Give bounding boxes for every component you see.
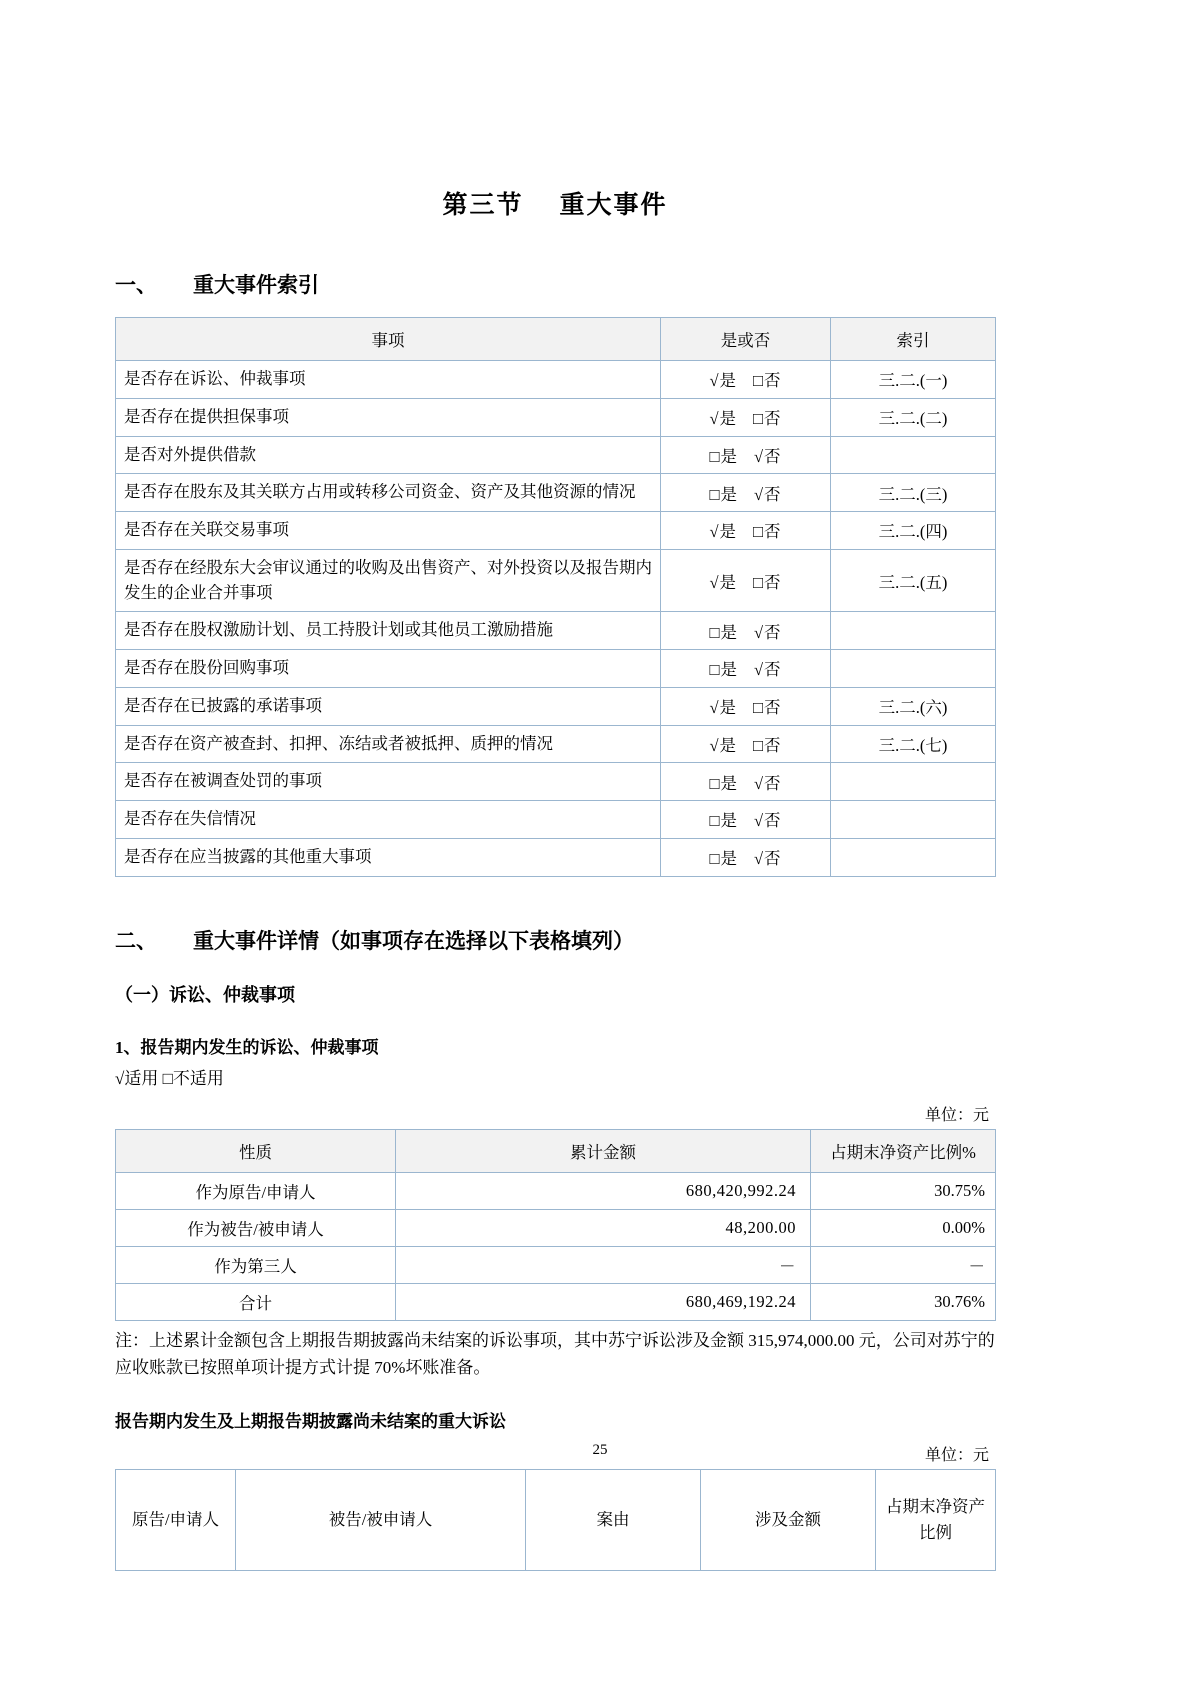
- event-item-label: 是否存在经股东大会审议通过的收购及出售资产、对外投资以及报告期内发生的企业合并事项: [116, 549, 661, 612]
- heading-detail-number: 二、: [115, 928, 157, 953]
- unit-label-detail: 单位：元: [924, 1447, 989, 1465]
- checkbox-no[interactable]: □否: [753, 522, 782, 542]
- table-row: [116, 1283, 996, 1320]
- page-title: [115, 0, 995, 221]
- applicability-checkboxes[interactable]: √适用 □不适用: [115, 1068, 224, 1088]
- litigation-nature: 合计: [116, 1283, 396, 1320]
- event-item-label: 是否存在失信情况: [116, 801, 661, 839]
- table-header-row: [116, 1470, 996, 1571]
- checkbox-yes[interactable]: □是: [709, 622, 738, 642]
- checkbox-yes[interactable]: √是: [709, 572, 738, 592]
- checkbox-no[interactable]: √否: [753, 811, 782, 831]
- litigation-nature: 作为被告/被申请人: [116, 1209, 396, 1246]
- checkbox-no[interactable]: √否: [753, 484, 782, 504]
- checkbox-yes[interactable]: √是: [709, 735, 738, 755]
- checkbox-no[interactable]: □否: [753, 735, 782, 755]
- table-row: [116, 763, 996, 801]
- litigation-amount: －: [396, 1246, 811, 1283]
- event-item-label: 是否存在被调查处罚的事项: [116, 763, 661, 801]
- event-item-label: 是否存在提供担保事项: [116, 398, 661, 436]
- event-yesno-cell: [661, 650, 831, 688]
- event-item-label: 是否存在应当披露的其他重大事项: [116, 838, 661, 876]
- event-index-ref: 三.二.(七): [831, 725, 996, 763]
- event-yesno-cell: [661, 838, 831, 876]
- page-number: 25: [592, 1442, 608, 1458]
- event-yesno-cell: [661, 361, 831, 399]
- event-index-ref: 三.二.(六): [831, 687, 996, 725]
- column-header-cause: 案由: [526, 1470, 701, 1571]
- checkbox-yes[interactable]: □是: [709, 849, 738, 869]
- section-title-prefix: 第三节: [442, 192, 524, 219]
- table-row: [116, 725, 996, 763]
- litigation-amount: 680,469,192.24: [396, 1283, 811, 1320]
- section-title-main: 重大事件: [559, 192, 668, 219]
- event-index-ref: [831, 650, 996, 688]
- unit-label-summary: 单位：元: [924, 1106, 989, 1124]
- column-header-yesno: 是或否: [661, 318, 831, 361]
- heading-major-events-detail: [115, 925, 995, 955]
- litigation-ratio: 0.00%: [811, 1209, 996, 1246]
- column-header-nature: 性质: [116, 1129, 396, 1172]
- checkbox-no[interactable]: □否: [753, 698, 782, 718]
- column-header-amount: 涉及金额: [701, 1470, 876, 1571]
- page-content: [115, 0, 995, 1571]
- table-row: [116, 1209, 996, 1246]
- event-yesno-cell: [661, 436, 831, 474]
- litigation-nature: 作为第三人: [116, 1246, 396, 1283]
- major-litigation-detail-table: [115, 1469, 996, 1571]
- table-row: [116, 650, 996, 688]
- checkbox-yes[interactable]: √是: [709, 698, 738, 718]
- column-header-index: 索引: [831, 318, 996, 361]
- table-row: [116, 512, 996, 550]
- event-index-ref: 三.二.(五): [831, 549, 996, 612]
- event-index-ref: [831, 838, 996, 876]
- checkbox-yes[interactable]: √是: [709, 409, 738, 429]
- event-index-ref: 三.二.(三): [831, 474, 996, 512]
- table-header-row: [116, 318, 996, 361]
- event-yesno-cell: [661, 512, 831, 550]
- litigation-nature: 作为原告/申请人: [116, 1172, 396, 1209]
- checkbox-no[interactable]: √否: [753, 660, 782, 680]
- checkbox-yes[interactable]: □是: [709, 484, 738, 504]
- checkbox-no[interactable]: √否: [753, 446, 782, 466]
- event-item-label: 是否存在已披露的承诺事项: [116, 687, 661, 725]
- table-row: [116, 801, 996, 839]
- event-yesno-cell: [661, 549, 831, 612]
- event-index-ref: 三.二.(一): [831, 361, 996, 399]
- event-index-ref: [831, 763, 996, 801]
- event-index-ref: [831, 612, 996, 650]
- major-events-index-table: [115, 317, 996, 877]
- table-row: [116, 474, 996, 512]
- event-yesno-cell: [661, 801, 831, 839]
- column-header-defendant: 被告/被申请人: [236, 1470, 526, 1571]
- litigation-note: 注：上述累计金额包含上期报告期披露尚未结案的诉讼事项，其中苏宁诉讼涉及金额 315,974,000.00 元，公司对苏宁的应收账款已按照单项计提方式计提 70%坏账准备。: [115, 1330, 995, 1378]
- event-item-label: 是否存在股权激励计划、员工持股计划或其他员工激励措施: [116, 612, 661, 650]
- checkbox-no[interactable]: √否: [753, 773, 782, 793]
- litigation-ratio: 30.76%: [811, 1283, 996, 1320]
- litigation-ratio: 30.75%: [811, 1172, 996, 1209]
- checkbox-yes[interactable]: □是: [709, 446, 738, 466]
- event-item-label: 是否存在关联交易事项: [116, 512, 661, 550]
- checkbox-no[interactable]: □否: [753, 409, 782, 429]
- column-header-item: 事项: [116, 318, 661, 361]
- checkbox-yes[interactable]: √是: [709, 371, 738, 391]
- event-yesno-cell: [661, 763, 831, 801]
- checkbox-no[interactable]: □否: [753, 371, 782, 391]
- table-row: [116, 398, 996, 436]
- table-row: [116, 361, 996, 399]
- event-item-label: 是否存在诉讼、仲裁事项: [116, 361, 661, 399]
- major-litigation-title: 报告期内发生及上期报告期披露尚未结案的重大诉讼: [115, 1412, 506, 1432]
- applicability-line: [115, 1066, 995, 1092]
- column-header-ratio: 占期末净资产比例%: [811, 1129, 996, 1172]
- event-item-label: 是否对外提供借款: [116, 436, 661, 474]
- table-header-row: [116, 1129, 996, 1172]
- item-title-litigation-period: 1、报告期内发生的诉讼、仲裁事项: [115, 1037, 379, 1057]
- event-yesno-cell: [661, 687, 831, 725]
- column-header-plaintiff: 原告/申请人: [116, 1470, 236, 1571]
- litigation-summary-table: [115, 1129, 996, 1321]
- checkbox-yes[interactable]: □是: [709, 811, 738, 831]
- table-row: [116, 436, 996, 474]
- table-row: [116, 838, 996, 876]
- event-index-ref: 三.二.(四): [831, 512, 996, 550]
- event-index-ref: [831, 801, 996, 839]
- event-yesno-cell: [661, 474, 831, 512]
- checkbox-no[interactable]: □否: [753, 572, 782, 592]
- subsection-title-litigation: （一）诉讼、仲裁事项: [115, 984, 295, 1005]
- table-row: [116, 612, 996, 650]
- table-row: [116, 1246, 996, 1283]
- checkbox-yes[interactable]: √是: [709, 522, 738, 542]
- event-item-label: 是否存在资产被查封、扣押、冻结或者被抵押、质押的情况: [116, 725, 661, 763]
- heading-major-events-index: [115, 269, 995, 299]
- table-row: [116, 549, 996, 612]
- checkbox-yes[interactable]: □是: [709, 660, 738, 680]
- checkbox-yes[interactable]: □是: [709, 773, 738, 793]
- column-header-amount: 累计金额: [396, 1129, 811, 1172]
- table-row: [116, 1172, 996, 1209]
- table-row: [116, 687, 996, 725]
- event-index-ref: [831, 436, 996, 474]
- heading-index-text: 重大事件索引: [193, 273, 319, 297]
- event-yesno-cell: [661, 725, 831, 763]
- heading-index-number: 一、: [115, 273, 157, 297]
- litigation-ratio: －: [811, 1246, 996, 1283]
- checkbox-no[interactable]: √否: [753, 622, 782, 642]
- event-yesno-cell: [661, 612, 831, 650]
- checkbox-no[interactable]: √否: [753, 849, 782, 869]
- heading-detail-text: 重大事件详情（如事项存在选择以下表格填列）: [193, 928, 634, 953]
- event-item-label: 是否存在股份回购事项: [116, 650, 661, 688]
- event-index-ref: 三.二.(二): [831, 398, 996, 436]
- event-item-label: 是否存在股东及其关联方占用或转移公司资金、资产及其他资源的情况: [116, 474, 661, 512]
- litigation-amount: 48,200.00: [396, 1209, 811, 1246]
- event-yesno-cell: [661, 398, 831, 436]
- litigation-amount: 680,420,992.24: [396, 1172, 811, 1209]
- column-header-net-asset-ratio: 占期末净资产比例: [876, 1470, 996, 1571]
